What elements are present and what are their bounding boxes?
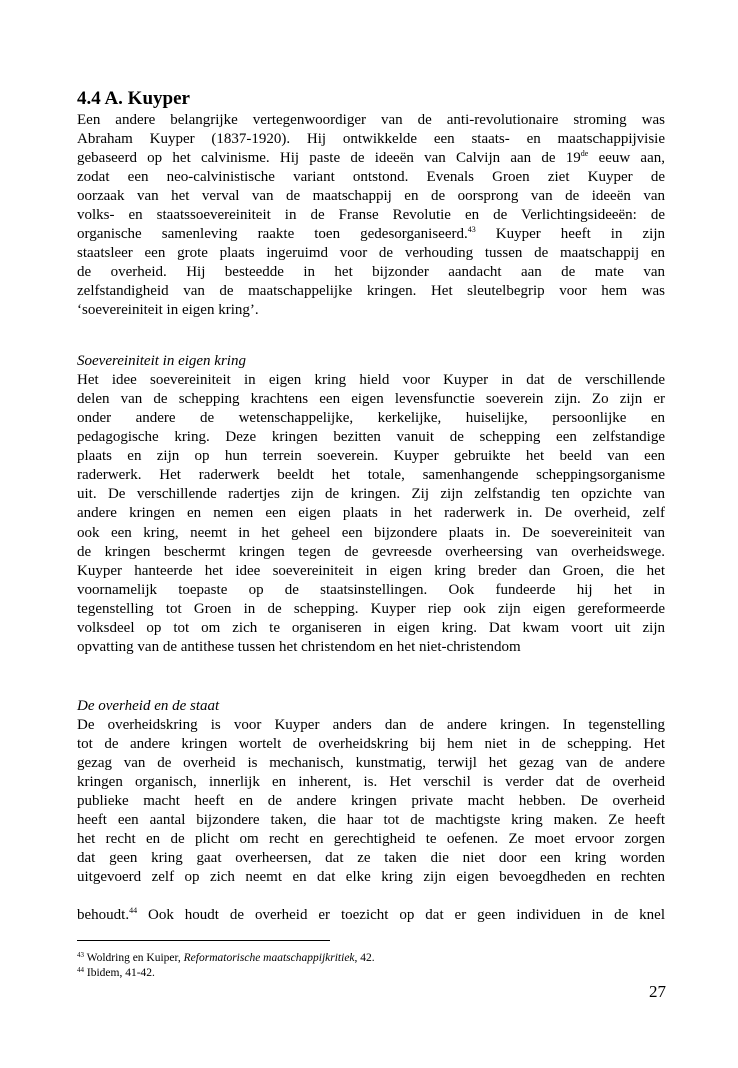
footnote-divider	[77, 940, 330, 941]
paragraph-line: de overheid. Hij besteedde in het bijzonder aandacht aan de mate van	[77, 264, 665, 280]
footnote-44	[77, 966, 155, 980]
footnote-ref-44[interactable]: 44	[129, 906, 138, 915]
footnote-43	[77, 951, 375, 965]
paragraph-line: tegenstelling tot Groen in de schepping. Kuyper riep ook zijn eigen gereformeerde	[77, 600, 665, 617]
paragraph-line: het recht en de plicht om recht en gerechtigheid te oefenen. Ze moet ervoor zorgen	[77, 831, 665, 847]
paragraph-line: ‘soevereiniteit in eigen kring’.	[77, 302, 259, 318]
footnote-ref-43[interactable]: 43	[467, 225, 476, 234]
text-run: organische samenleving raakte toen gedesorganiseerd.	[77, 226, 468, 242]
text-run: Ook houdt de overheid er toezicht op dat er geen individuen in de knel	[137, 907, 665, 923]
paragraph-line: Het idee soevereiniteit in eigen kring hield voor Kuyper in dat de verschillende	[77, 372, 665, 388]
paragraph-line: publieke macht heeft en de andere kringen private macht hebben. De overheid	[77, 793, 665, 809]
footnote-number: 44	[77, 966, 84, 974]
text-run: behoudt.	[77, 907, 130, 923]
footnote-text: , 42.	[354, 952, 375, 964]
paragraph-line: heeft een aantal bijzondere taken, die haar tot de machtigste kring maken. Ze heeft	[77, 812, 665, 828]
paragraph-line	[77, 906, 665, 925]
superscript: de	[580, 149, 589, 158]
paragraph-line: opvatting van de antithese tussen het christendom en het niet-christendom	[77, 638, 521, 655]
footnote-title: Reformatorische maatschappijkritiek	[183, 952, 355, 964]
paragraph-line: plaats en zijn op hun terrein soeverein. Kuyper gebruikte het beeld van een	[77, 448, 665, 465]
footnote-text: Ibidem, 41-42.	[84, 967, 155, 979]
paragraph-line	[77, 225, 665, 244]
subsection-title: Soevereiniteit in eigen kring	[77, 353, 246, 369]
paragraph-line: uit. De verschillende radertjes zijn de kringen. Zij zijn zelfstandig ten opzichte van	[77, 486, 665, 503]
page-number: 27	[649, 982, 666, 1001]
paragraph-line: pedagogische kring. Deze kringen bezitten vanuit de schepping een zelfstandige	[77, 429, 665, 446]
paragraph-line: zodat een neo-calvinistische variant ontstond. Evenals Groen ziet Kuyper de	[77, 169, 665, 185]
paragraph-line	[77, 149, 665, 168]
paragraph-line: oorzaak van het verval van de maatschappij en de oorsprong van de ideeën van	[77, 188, 665, 204]
footnote-number: 43	[77, 951, 84, 959]
paragraph-line: kringen organisch, innerlijk en inherent, is. Het verschil is verder dat de overheid	[77, 774, 665, 790]
paragraph-line: ook een kring, neemt in het geheel een bijzondere plaats in. De soevereiniteit van	[77, 524, 665, 541]
text-run: gebaseerd op het calvinisme. Hij paste de ideeën van Calvijn aan de 19	[77, 150, 581, 166]
paragraph-line: voornamelijk toepaste op de staatsinstellingen. Ook fundeerde hij het in	[77, 581, 665, 598]
text-run: eeuw aan,	[588, 150, 666, 166]
paragraph-line: dat geen kring gaat overheersen, dat ze taken die niet door een kring worden	[77, 850, 665, 866]
paragraph-line: andere kringen en nemen een eigen plaats in het raderwerk in. De overheid, zelf	[77, 505, 665, 522]
paragraph-line: zelfstandigheid van de maatschappelijke kringen. Het sleutelbegrip voor hem was	[77, 283, 665, 299]
paragraph-line: staatsleer een grote plaats ingeruimd voor de verhouding tussen de maatschappij en	[77, 245, 665, 261]
paragraph-line: De overheidskring is voor Kuyper anders dan de andere kringen. In tegenstelling	[77, 717, 665, 733]
paragraph-line: Een andere belangrijke vertegenwoordiger van de anti-revolutionaire stroming was	[77, 112, 665, 128]
section-heading: 4.4 A. Kuyper	[77, 88, 190, 109]
paragraph-line: de kringen beschermt kringen tegen de gevreesde overheersing van overheidswege.	[77, 543, 665, 560]
paragraph-line: volksdeel op tot om zich te organiseren in eigen kring. Dat kwam voort uit zijn	[77, 619, 665, 636]
paragraph-line: raderwerk. Het raderwerk beeldt het totale, samenhangende scheppingsorganisme	[77, 467, 665, 484]
paragraph-line: gezag van de overheid is mechanisch, kunstmatig, terwijl het gezag van de andere	[77, 755, 665, 771]
paragraph-line: Kuyper hanteerde het idee soevereiniteit in eigen kring breder dan Groen, die het	[77, 562, 665, 579]
paragraph-line: tot de andere kringen wortelt de overheidskring bij hem niet in de schepping. Het	[77, 736, 665, 752]
paragraph-line: uitgevoerd zelf op zich neemt en dat elke kring zijn eigen bevoegdheden en rechten	[77, 869, 665, 885]
paragraph-line: onder andere de wetenschappelijke, kerkelijke, huiselijke, persoonlijke en	[77, 410, 665, 427]
subsection-title: De overheid en de staat	[77, 698, 220, 714]
paragraph-line: Abraham Kuyper (1837-1920). Hij ontwikkelde een staats- en maatschappijvisie	[77, 131, 665, 147]
paragraph-line: volks- en staatssoevereiniteit in de Franse Revolutie en de Verlichtingsideeën: de	[77, 207, 665, 223]
footnote-text: Woldring en Kuiper,	[84, 952, 184, 964]
paragraph-line: delen van de schepping krachtens een eigen levensfunctie soeverein zijn. Zo zijn er	[77, 391, 665, 408]
text-run: Kuyper heeft in zijn	[475, 226, 666, 242]
